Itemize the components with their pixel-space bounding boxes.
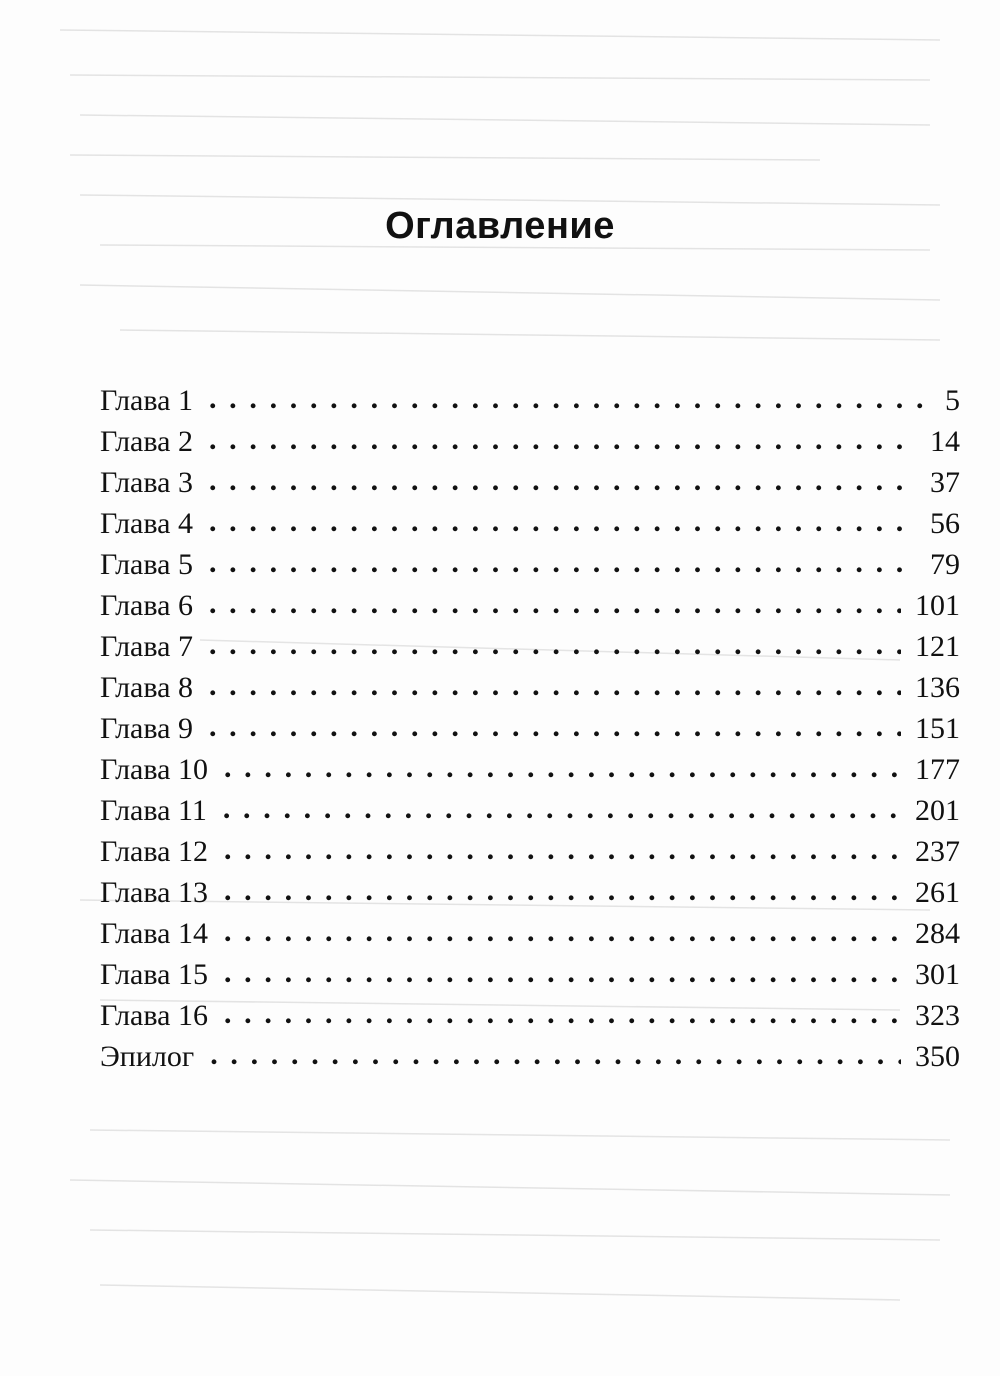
table-of-contents (100, 380, 960, 1077)
toc-entry-page: 14 (930, 425, 960, 458)
toc-entry-label: Глава 1 (100, 384, 193, 417)
toc-entry-page: 56 (930, 507, 960, 540)
dot-leader (224, 911, 901, 952)
dot-leader (209, 460, 916, 501)
dot-leader (224, 747, 901, 788)
dot-leader (209, 665, 901, 706)
dot-leader (224, 993, 901, 1034)
toc-entry (100, 749, 960, 790)
dot-leader (209, 624, 901, 665)
toc-entry-page: 79 (930, 548, 960, 581)
toc-entry-page: 284 (915, 917, 960, 950)
toc-entry (100, 872, 960, 913)
toc-entry (100, 421, 960, 462)
toc-entry-label: Глава 5 (100, 548, 193, 581)
toc-entry-page: 151 (915, 712, 960, 745)
toc-entry (100, 708, 960, 749)
toc-entry-page: 261 (915, 876, 960, 909)
dot-leader (209, 419, 916, 460)
toc-entry-label: Глава 3 (100, 466, 193, 499)
dot-leader (224, 829, 901, 870)
toc-entry-label: Глава 6 (100, 589, 193, 622)
dot-leader (223, 788, 901, 829)
toc-entry-label: Глава 13 (100, 876, 208, 909)
toc-entry (100, 954, 960, 995)
toc-entry-page: 201 (915, 794, 960, 827)
dot-leader (209, 542, 916, 583)
page-title: Оглавление (385, 205, 615, 247)
toc-entry-label: Глава 11 (100, 794, 207, 827)
toc-entry (100, 462, 960, 503)
toc-entry-label: Глава 14 (100, 917, 208, 950)
toc-entry-page: 37 (930, 466, 960, 499)
dot-leader (224, 870, 901, 911)
dot-leader (209, 706, 901, 747)
dot-leader (209, 501, 916, 542)
toc-entry (100, 667, 960, 708)
toc-entry-page: 5 (945, 384, 960, 417)
dot-leader (210, 1034, 901, 1075)
toc-entry-label: Глава 2 (100, 425, 193, 458)
toc-entry (100, 1036, 960, 1077)
toc-entry (100, 626, 960, 667)
toc-entry-label: Глава 4 (100, 507, 193, 540)
toc-entry (100, 790, 960, 831)
toc-entry (100, 913, 960, 954)
toc-entry-page: 101 (915, 589, 960, 622)
toc-entry-label: Эпилог (100, 1040, 195, 1073)
toc-entry-page: 350 (915, 1040, 960, 1073)
toc-entry-page: 237 (915, 835, 960, 868)
toc-entry (100, 544, 960, 585)
toc-entry-label: Глава 9 (100, 712, 193, 745)
toc-entry (100, 380, 960, 421)
dot-leader (224, 952, 901, 993)
toc-entry-page: 121 (915, 630, 960, 663)
dot-leader (209, 583, 901, 624)
toc-entry (100, 585, 960, 626)
toc-entry-label: Глава 15 (100, 958, 208, 991)
toc-entry (100, 995, 960, 1036)
dot-leader (209, 378, 931, 419)
toc-entry-label: Глава 8 (100, 671, 193, 704)
toc-entry (100, 831, 960, 872)
toc-entry (100, 503, 960, 544)
toc-entry-page: 301 (915, 958, 960, 991)
toc-entry-label: Глава 12 (100, 835, 208, 868)
toc-entry-page: 177 (915, 753, 960, 786)
toc-entry-label: Глава 16 (100, 999, 208, 1032)
toc-entry-page: 136 (915, 671, 960, 704)
toc-entry-label: Глава 7 (100, 630, 193, 663)
toc-entry-page: 323 (915, 999, 960, 1032)
toc-entry-label: Глава 10 (100, 753, 208, 786)
